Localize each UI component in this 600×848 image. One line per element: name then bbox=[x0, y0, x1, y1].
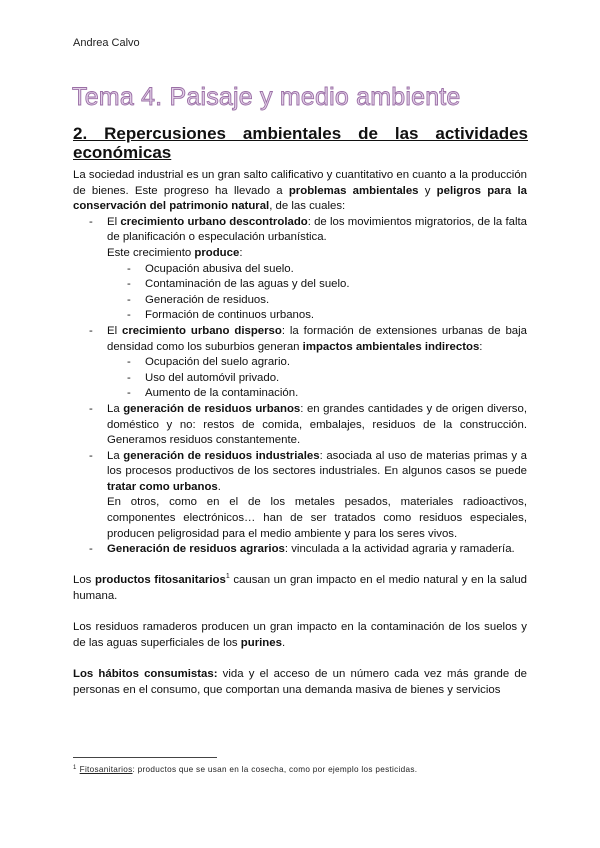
item-text: : de los movimientos migratorios, de la falta de planificación o especulación urbanística. bbox=[107, 215, 527, 244]
intro-bold: problemas ambientales bbox=[288, 184, 419, 197]
sub-item-text: Ocupación del suelo agrario. bbox=[145, 356, 291, 369]
intro-text: y bbox=[418, 184, 437, 197]
intro-paragraph bbox=[73, 168, 527, 215]
bullet-dash: - bbox=[127, 309, 131, 322]
section-heading bbox=[73, 124, 528, 162]
bullet-dash: - bbox=[89, 215, 93, 228]
list-item bbox=[73, 542, 527, 558]
item-text: Este crecimiento bbox=[107, 246, 195, 259]
list-item bbox=[73, 324, 527, 402]
sub-item-text: Uso del automóvil privado. bbox=[145, 371, 280, 384]
section-heading-line1: 2. Repercusiones ambientales de las actividades bbox=[73, 124, 528, 143]
bullet-dash: - bbox=[89, 324, 93, 337]
item-bold: crecimiento urbano disperso bbox=[122, 324, 282, 337]
sub-list-item bbox=[107, 262, 527, 278]
sub-item-text: Contaminación de las aguas y del suelo. bbox=[145, 278, 350, 291]
sub-list bbox=[107, 262, 527, 324]
item-bold: Generación de residuos agrarios bbox=[107, 543, 285, 556]
intro-text: La sociedad industrial es un gran salto calificativo y cuantitativo en cuanto a la producción de bienes. Este progreso ha llevado a bbox=[73, 169, 527, 197]
sub-item-text: Aumento de la contaminación. bbox=[145, 387, 299, 400]
footnote-divider bbox=[73, 757, 217, 758]
paragraph-fitosanitarios bbox=[73, 573, 527, 604]
sub-list-item bbox=[107, 308, 527, 324]
sub-list-item bbox=[107, 277, 527, 293]
item-bold: impactos ambientales indirectos bbox=[302, 340, 480, 353]
bullet-dash: - bbox=[89, 402, 93, 415]
sub-item-text: Generación de residuos. bbox=[145, 293, 270, 306]
list-item bbox=[73, 402, 527, 449]
bullet-dash: - bbox=[89, 543, 93, 556]
para-text: causan un gran impacto en el medio natural y en la salud humana. bbox=[73, 574, 527, 603]
bullet-dash: - bbox=[127, 278, 131, 291]
item-bold: crecimiento urbano descontrolado bbox=[120, 215, 308, 228]
sub-item-text: Ocupación abusiva del suelo. bbox=[145, 262, 294, 275]
bullet-dash: - bbox=[89, 449, 93, 462]
impacts-list bbox=[73, 215, 527, 558]
bullet-dash: - bbox=[127, 293, 131, 306]
footnote-ref[interactable]: 1 bbox=[225, 573, 230, 581]
item-text: . bbox=[217, 480, 221, 493]
bullet-dash: - bbox=[127, 387, 131, 400]
list-item bbox=[73, 215, 527, 324]
footnote-term: Fitosanitarios bbox=[79, 765, 133, 774]
item-bold: generación de residuos industriales bbox=[123, 449, 320, 462]
item-bold: generación de residuos urbanos bbox=[123, 402, 301, 415]
item-text: : bbox=[239, 246, 243, 259]
item-subintro bbox=[107, 246, 527, 262]
bullet-dash: - bbox=[127, 262, 131, 275]
item-continuation: En otros, como en el de los metales pesados, materiales radioactivos, componentes electrónicos… han de ser tratados como residuos especiales, producen peligrosidad para el medio ambiente y para los seres vivos. bbox=[107, 496, 527, 540]
intro-text: , de las cuales: bbox=[269, 200, 346, 213]
item-text: El bbox=[107, 215, 121, 228]
para-text: Los residuos ramaderos producen un gran impacto en la contaminación de los suelos y de las aguas superficiales de los bbox=[73, 621, 527, 649]
item-text: La bbox=[107, 449, 124, 462]
sub-list-item bbox=[107, 371, 527, 387]
item-text: : la formación de extensiones urbanas de baja densidad como los suburbios generan bbox=[107, 324, 527, 353]
footnote-text: : productos que se usan en la cosecha, como por ejemplo los pesticidas. bbox=[132, 765, 418, 774]
sub-list-item bbox=[107, 355, 527, 371]
footnote bbox=[73, 765, 417, 774]
list-item bbox=[73, 449, 527, 543]
paragraph-consumistas bbox=[73, 667, 527, 698]
para-text: vida y el acceso de un número cada vez más grande de personas en el consumo, que comportan una demanda masiva de bienes y servicios bbox=[73, 668, 527, 696]
document-body bbox=[73, 168, 527, 698]
footnote-number: 1 bbox=[73, 765, 77, 771]
author-name: Andrea Calvo bbox=[73, 37, 140, 49]
item-bold: produce bbox=[194, 246, 240, 259]
item-text: : asociada al uso de materias primas y a los procesos productivos de los sectores industriales. En algunos casos se puede bbox=[107, 449, 527, 478]
intro-bold: peligros para la conservación del patrimonio natural bbox=[73, 184, 527, 213]
sub-list bbox=[107, 355, 527, 402]
item-text: : vinculada a la actividad agraria y ramadería. bbox=[284, 543, 515, 556]
item-text: : en grandes cantidades y de origen diverso, doméstico y no: restos de comida, embalajes, residuos de la construcción. Generamos residuos constantemente. bbox=[107, 402, 527, 447]
bullet-dash: - bbox=[127, 371, 131, 384]
sub-list-item bbox=[107, 386, 527, 402]
item-text: La bbox=[107, 402, 124, 415]
item-text: : bbox=[479, 340, 483, 353]
para-bold: purines bbox=[240, 636, 282, 649]
paragraph-ramaderos bbox=[73, 620, 527, 651]
page-title: Tema 4. Paisaje y medio ambiente bbox=[72, 83, 461, 111]
para-text: Los bbox=[73, 574, 95, 587]
para-bold: Los hábitos consumistas: bbox=[73, 668, 218, 680]
para-text: . bbox=[281, 636, 286, 649]
item-bold: tratar como urbanos bbox=[107, 480, 218, 493]
para-bold: productos fitosanitarios bbox=[94, 574, 226, 587]
section-heading-line2: económicas bbox=[73, 143, 172, 162]
item-text: El bbox=[107, 324, 123, 337]
bullet-dash: - bbox=[127, 356, 131, 369]
sub-list-item bbox=[107, 293, 527, 309]
sub-item-text: Formación de continuos urbanos. bbox=[145, 309, 315, 322]
